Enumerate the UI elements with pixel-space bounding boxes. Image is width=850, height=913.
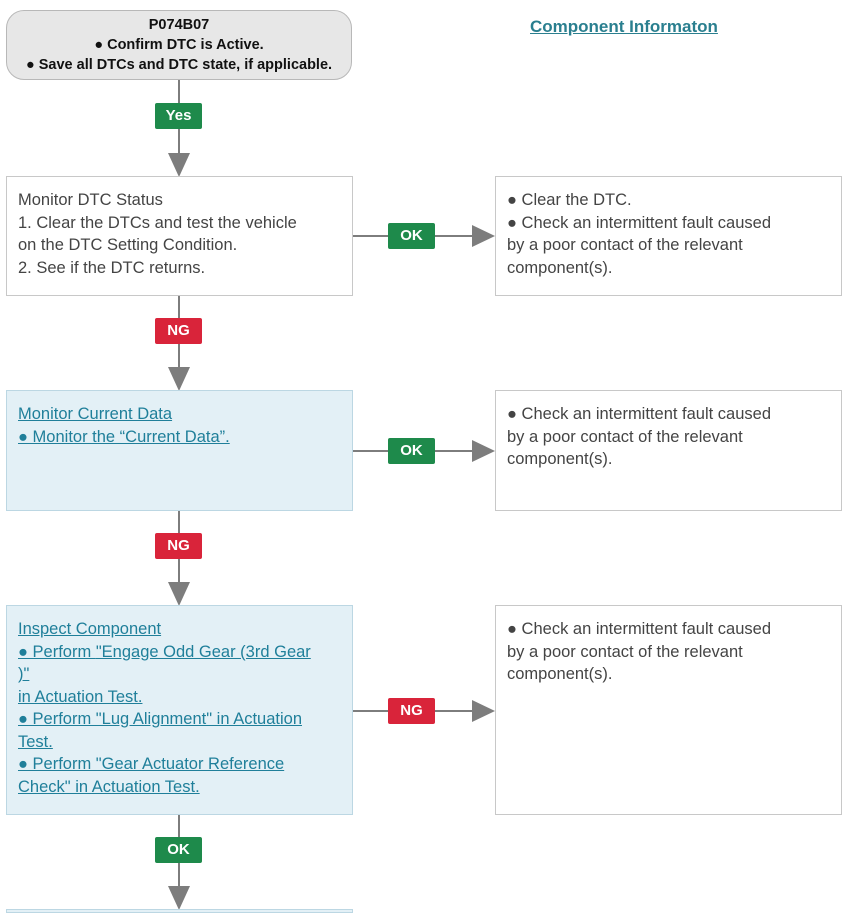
step-monitor-current-data (6, 390, 353, 511)
arrow-down-icon (168, 367, 190, 391)
ng-badge: NG (155, 533, 202, 559)
step-title: Monitor DTC Status (18, 191, 163, 209)
result-text: ● Check an intermittent fault caused (507, 620, 772, 638)
result-text: component(s). (507, 665, 613, 683)
result-text: by a poor contact of the relevant (507, 236, 743, 254)
engage-odd-gear-link[interactable]: )" (18, 665, 30, 683)
gear-actuator-reference-check-link[interactable]: ● Perform "Gear Actuator Reference (18, 755, 285, 773)
start-line-confirm: ● Confirm DTC is Active. (94, 37, 264, 53)
engage-odd-gear-link[interactable] (18, 641, 341, 664)
link-text: "Engage Odd Gear (3rd Gear (95, 642, 311, 661)
step-text: 2. See if the DTC returns. (18, 258, 206, 277)
step-monitor-dtc-status (6, 176, 353, 296)
ok-badge: OK (155, 837, 202, 863)
gear-actuator-reference-check-link[interactable]: Check" in Actuation Test. (18, 777, 200, 796)
result-text: by a poor contact of the relevant (507, 642, 743, 661)
dtc-code: P074B07 (148, 17, 210, 33)
link-text: ● Perform (18, 642, 96, 661)
arrow-right-icon (472, 700, 495, 722)
arrow-right-icon (472, 440, 495, 462)
next-step-box (6, 909, 353, 913)
result-clear-dtc (495, 176, 842, 296)
start-line-save: ● Save all DTCs and DTC state, if applicable. (25, 57, 333, 73)
arrow-right-icon (472, 225, 495, 247)
start-node (6, 10, 352, 80)
result-text: component(s). (507, 258, 613, 277)
result-intermittent-fault (495, 605, 842, 815)
component-information-link[interactable]: Component Informaton (530, 17, 718, 36)
result-text: ● Clear the DTC. (507, 191, 632, 209)
current-data-link[interactable]: ● Monitor the “Current Data”. (18, 427, 230, 446)
step-text: on the DTC Setting Condition. (18, 236, 238, 254)
monitor-current-data-link[interactable]: Monitor Current Data (18, 405, 173, 423)
step-text: 1. Clear the DTCs and test the vehicle (18, 213, 297, 232)
result-text: ● Check an intermittent fault caused (507, 213, 772, 232)
inspect-component-link[interactable]: Inspect Component (18, 620, 162, 638)
ok-badge: OK (388, 223, 435, 249)
arrow-down-icon (168, 582, 190, 606)
result-text: by a poor contact of the relevant (507, 427, 743, 446)
arrow-down-icon (168, 153, 190, 177)
result-text: component(s). (507, 450, 613, 468)
result-text: ● Check an intermittent fault caused (507, 405, 772, 423)
result-intermittent-fault (495, 390, 842, 511)
yes-badge: Yes (155, 103, 202, 129)
ng-badge: NG (155, 318, 202, 344)
engage-odd-gear-link[interactable]: in Actuation Test. (18, 687, 143, 706)
step-inspect-component (6, 605, 353, 815)
lug-alignment-link[interactable]: Test. (18, 732, 53, 751)
lug-alignment-link[interactable]: ● Perform "Lug Alignment" in Actuation (18, 710, 302, 728)
ok-badge: OK (388, 438, 435, 464)
arrow-down-icon (168, 886, 190, 910)
ng-badge: NG (388, 698, 435, 724)
